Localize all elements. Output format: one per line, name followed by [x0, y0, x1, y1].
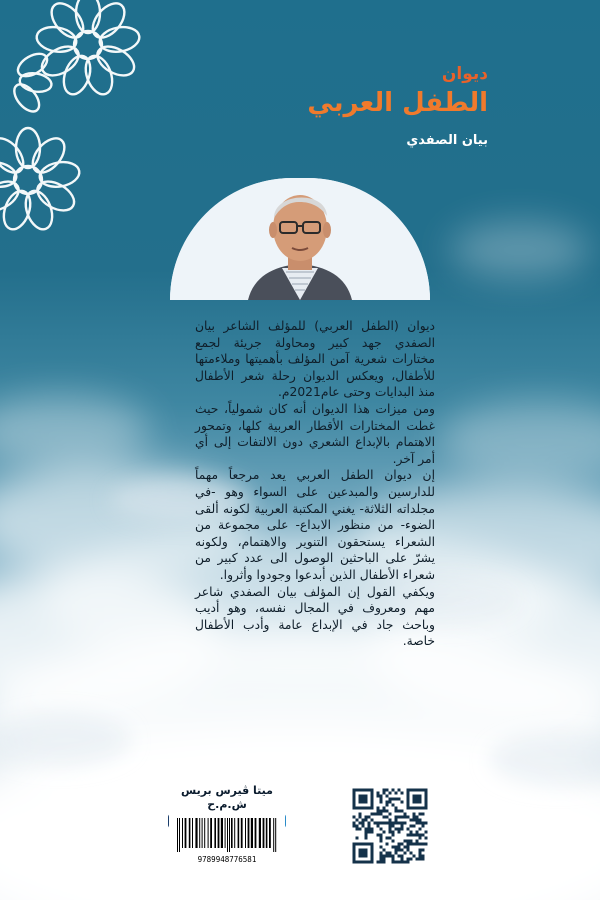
qr-module [362, 819, 365, 822]
qr-module [359, 828, 362, 831]
qr-module [389, 798, 392, 801]
qr-module [386, 822, 389, 825]
qr-module [401, 843, 404, 846]
qr-module [377, 813, 380, 816]
qr-code [348, 784, 432, 868]
qr-module [356, 828, 359, 831]
qr-module [380, 834, 383, 837]
qr-module [398, 861, 401, 864]
barcode-bar [204, 818, 205, 848]
qr-module [401, 861, 404, 864]
qr-module [398, 855, 401, 858]
qr-module [404, 861, 407, 864]
qr-module [401, 822, 404, 825]
description-paragraph: إن ديوان الطفل العربي يعد مرجعاً مهماً للدارسين والمبدعين على السواء وهو -في مجلداته الثلاثة- يغني المكتبة العربية لكونه ألقى الضوء- من منظور الابداع- على مجموعة من الشعراء يستحقون التنوير والاهتمام، ولكونه يشرّ على الباحثين الوصول الى عدد كبير من شعراء الأطفال الذين أبدعوا وجودوا وأثروا. [195, 468, 435, 582]
qr-module [386, 816, 389, 819]
qr-module [380, 855, 383, 858]
qr-module [425, 837, 428, 840]
qr-module [392, 804, 395, 807]
qr-module [353, 816, 356, 819]
qr-module [419, 819, 422, 822]
qr-module [413, 834, 416, 837]
qr-module [419, 852, 422, 855]
qr-module [401, 816, 404, 819]
qr-module [419, 813, 422, 816]
qr-module [392, 846, 395, 849]
qr-module [377, 822, 380, 825]
qr-module [404, 816, 407, 819]
qr-module [371, 831, 374, 834]
qr-module [389, 855, 392, 858]
qr-module [416, 840, 419, 843]
barcode-bar [227, 818, 228, 852]
qr-module [380, 801, 383, 804]
barcode-bar [225, 818, 226, 848]
qr-module [380, 858, 383, 861]
qr-finder [359, 849, 368, 858]
barcode-bar [179, 818, 180, 852]
qr-module [398, 816, 401, 819]
qr-module [380, 798, 383, 801]
qr-module [389, 822, 392, 825]
qr-module [404, 846, 407, 849]
qr-module [425, 843, 428, 846]
qr-module [395, 849, 398, 852]
qr-module [389, 831, 392, 834]
qr-module [371, 813, 374, 816]
qr-module [365, 834, 368, 837]
qr-module [419, 858, 422, 861]
barcode-bar [208, 818, 209, 848]
qr-module [383, 789, 386, 792]
description-paragraph: ويكفي القول إن المؤلف بيان الصفدي شاعر مهم ومعروف في المجال نفسه، وهو أديب وباحث جاد في الإبداع عامة وأدب الأطفال خاصة. [195, 584, 435, 649]
qr-module [386, 837, 389, 840]
qr-module [419, 822, 422, 825]
qr-module [419, 834, 422, 837]
qr-module [407, 849, 410, 852]
qr-module [398, 849, 401, 852]
barcode-bar [255, 818, 257, 848]
qr-module [422, 822, 425, 825]
qr-module [407, 828, 410, 831]
qr-code-icon [348, 784, 432, 868]
barcode-bar [231, 818, 233, 848]
qr-module [389, 852, 392, 855]
qr-module [365, 816, 368, 819]
isbn-number: 9789948776581 [197, 855, 257, 864]
qr-module [407, 858, 410, 861]
qr-module [380, 837, 383, 840]
qr-module [383, 861, 386, 864]
barcode-bar [221, 818, 223, 848]
qr-module [356, 825, 359, 828]
qr-module [383, 792, 386, 795]
qr-module [401, 825, 404, 828]
qr-module [422, 858, 425, 861]
qr-module [380, 846, 383, 849]
qr-module [416, 819, 419, 822]
qr-module [398, 798, 401, 801]
qr-module [386, 795, 389, 798]
qr-module [401, 801, 404, 804]
qr-module [413, 855, 416, 858]
qr-module [392, 798, 395, 801]
qr-module [413, 843, 416, 846]
title-block [307, 62, 488, 150]
qr-module [404, 822, 407, 825]
publisher-name: ميتا ڤيرس بريس ش.م.ح [181, 784, 273, 811]
barcode-bar [245, 818, 246, 848]
qr-module [359, 816, 362, 819]
qr-module [419, 828, 422, 831]
barcode-bar [234, 818, 235, 848]
qr-module [377, 792, 380, 795]
qr-module [389, 819, 392, 822]
barcode-bar [210, 818, 212, 848]
qr-module [395, 846, 398, 849]
qr-module [377, 825, 380, 828]
qr-module [392, 840, 395, 843]
qr-module [383, 807, 386, 810]
qr-finder [413, 795, 422, 804]
qr-module [392, 834, 395, 837]
qr-module [392, 789, 395, 792]
barcode-bar [202, 818, 203, 848]
qr-module [398, 810, 401, 813]
description-paragraph: ديوان (الطفل العربي) للمؤلف الشاعر بيان الصفدي جهد كبير ومحاولة جريئة لجمع مختارات شعرية آمن المؤلف بأهميتها وملاءمتها للأطفال، ويعكس الديوان رحلة شعر الأطفال منذ البدايات وحتى عام2021م. [195, 319, 435, 400]
qr-module [365, 828, 368, 831]
qr-module [422, 834, 425, 837]
qr-module [389, 837, 392, 840]
qr-module [392, 831, 395, 834]
qr-module [386, 843, 389, 846]
qr-module [389, 825, 392, 828]
qr-module [404, 813, 407, 816]
qr-module [383, 822, 386, 825]
qr-module [389, 828, 392, 831]
qr-module [419, 837, 422, 840]
qr-module [371, 828, 374, 831]
barcode-bar [238, 818, 240, 848]
qr-module [395, 828, 398, 831]
barcode-bar [229, 818, 230, 852]
barcode-bar [269, 818, 271, 848]
qr-module [377, 834, 380, 837]
qr-module [392, 855, 395, 858]
qr-module [380, 828, 383, 831]
qr-module [353, 822, 356, 825]
qr-module [398, 822, 401, 825]
qr-module [368, 825, 371, 828]
qr-module [392, 858, 395, 861]
qr-module [416, 858, 419, 861]
qr-module [419, 849, 422, 852]
qr-module [383, 816, 386, 819]
qr-module [404, 852, 407, 855]
barcode-bar [273, 818, 274, 852]
qr-module [374, 822, 377, 825]
qr-module [410, 825, 413, 828]
qr-module [386, 804, 389, 807]
qr-module [380, 861, 383, 864]
qr-module [395, 792, 398, 795]
qr-module [407, 861, 410, 864]
qr-module [401, 810, 404, 813]
qr-module [410, 834, 413, 837]
qr-module [386, 855, 389, 858]
qr-module [419, 855, 422, 858]
barcode-bar [241, 818, 243, 848]
barcode-bar [182, 818, 183, 848]
qr-module [410, 852, 413, 855]
qr-module [377, 861, 380, 864]
qr-module [413, 813, 416, 816]
qr-module [398, 831, 401, 834]
qr-module [365, 837, 368, 840]
qr-module [395, 798, 398, 801]
qr-module [407, 840, 410, 843]
qr-module [380, 795, 383, 798]
book-description [195, 318, 435, 650]
islamic-star-ornament-icon [0, 0, 175, 265]
qr-module [395, 822, 398, 825]
qr-module [377, 807, 380, 810]
qr-module [386, 789, 389, 792]
qr-module [401, 792, 404, 795]
qr-module [383, 810, 386, 813]
qr-module [392, 822, 395, 825]
qr-module [407, 816, 410, 819]
qr-module [416, 843, 419, 846]
qr-module [416, 834, 419, 837]
qr-module [356, 819, 359, 822]
qr-module [383, 858, 386, 861]
qr-module [410, 819, 413, 822]
qr-module [413, 816, 416, 819]
qr-module [389, 801, 392, 804]
barcode-bar [259, 818, 261, 848]
qr-module [410, 831, 413, 834]
qr-module [362, 822, 365, 825]
qr-module [386, 852, 389, 855]
qr-module [395, 810, 398, 813]
qr-module [389, 792, 392, 795]
qr-module [401, 828, 404, 831]
barcode-bar [214, 818, 216, 848]
qr-module [362, 825, 365, 828]
qr-module [407, 846, 410, 849]
qr-module [416, 822, 419, 825]
qr-module [389, 813, 392, 816]
barcode-bar [251, 818, 253, 848]
qr-module [368, 816, 371, 819]
qr-module [422, 813, 425, 816]
qr-module [383, 855, 386, 858]
qr-module [377, 810, 380, 813]
qr-module [383, 831, 386, 834]
book-title: الطفل العربي [307, 88, 488, 118]
barcode-bar [192, 818, 193, 848]
qr-module [398, 789, 401, 792]
qr-module [377, 795, 380, 798]
qr-module [368, 831, 371, 834]
qr-module [419, 843, 422, 846]
qr-module [416, 816, 419, 819]
isbn-barcode [169, 814, 285, 866]
qr-module [410, 858, 413, 861]
qr-module [422, 843, 425, 846]
qr-module [404, 840, 407, 843]
barcode-bar [195, 818, 197, 848]
qr-module [401, 849, 404, 852]
qr-module [386, 810, 389, 813]
qr-module [413, 819, 416, 822]
qr-module [392, 861, 395, 864]
qr-module [371, 819, 374, 822]
qr-module [392, 825, 395, 828]
author-name: بيان الصفدي [406, 133, 488, 148]
qr-module [425, 831, 428, 834]
barcode-bar [189, 818, 191, 848]
barcode-icon [175, 818, 279, 852]
qr-module [380, 810, 383, 813]
qr-module [407, 843, 410, 846]
barcode-bar [275, 818, 276, 852]
qr-module [398, 843, 401, 846]
qr-module [398, 828, 401, 831]
qr-module [395, 852, 398, 855]
qr-finder [359, 795, 368, 804]
qr-module [395, 807, 398, 810]
qr-module [401, 858, 404, 861]
barcode-bar [248, 818, 250, 848]
qr-module [374, 813, 377, 816]
qr-module [368, 822, 371, 825]
qr-module [413, 825, 416, 828]
barcode-bar [266, 818, 268, 848]
qr-module [395, 861, 398, 864]
description-paragraph: ومن ميزات هذا الديوان أنه كان شمولياً، حيث غطت المختارات الأقطار العربية كلها، وتمحور الاهتمام بالإبداع الشعري دون الالتفات إلى أي أمر آخر. [195, 401, 435, 466]
qr-module [386, 801, 389, 804]
qr-module [380, 813, 383, 816]
qr-module [425, 822, 428, 825]
barcode-bar [218, 818, 220, 848]
series-label: ديوان [441, 64, 488, 84]
qr-module [383, 849, 386, 852]
qr-module [395, 819, 398, 822]
qr-module [380, 852, 383, 855]
qr-module [365, 831, 368, 834]
qr-module [422, 855, 425, 858]
qr-module [380, 840, 383, 843]
qr-module [395, 816, 398, 819]
barcode-bar [185, 818, 187, 848]
qr-module [365, 819, 368, 822]
barcode-bar [263, 818, 265, 848]
barcode-bar [199, 818, 200, 848]
qr-module [353, 825, 356, 828]
barcode-bar [177, 818, 178, 852]
qr-module [422, 825, 425, 828]
qr-module [410, 843, 413, 846]
qr-module [356, 837, 359, 840]
qr-module [398, 846, 401, 849]
qr-module [422, 849, 425, 852]
qr-module [359, 822, 362, 825]
qr-module [359, 813, 362, 816]
qr-module [407, 834, 410, 837]
qr-module [410, 840, 413, 843]
qr-module [416, 831, 419, 834]
qr-module [401, 855, 404, 858]
qr-module [368, 828, 371, 831]
qr-module [380, 822, 383, 825]
